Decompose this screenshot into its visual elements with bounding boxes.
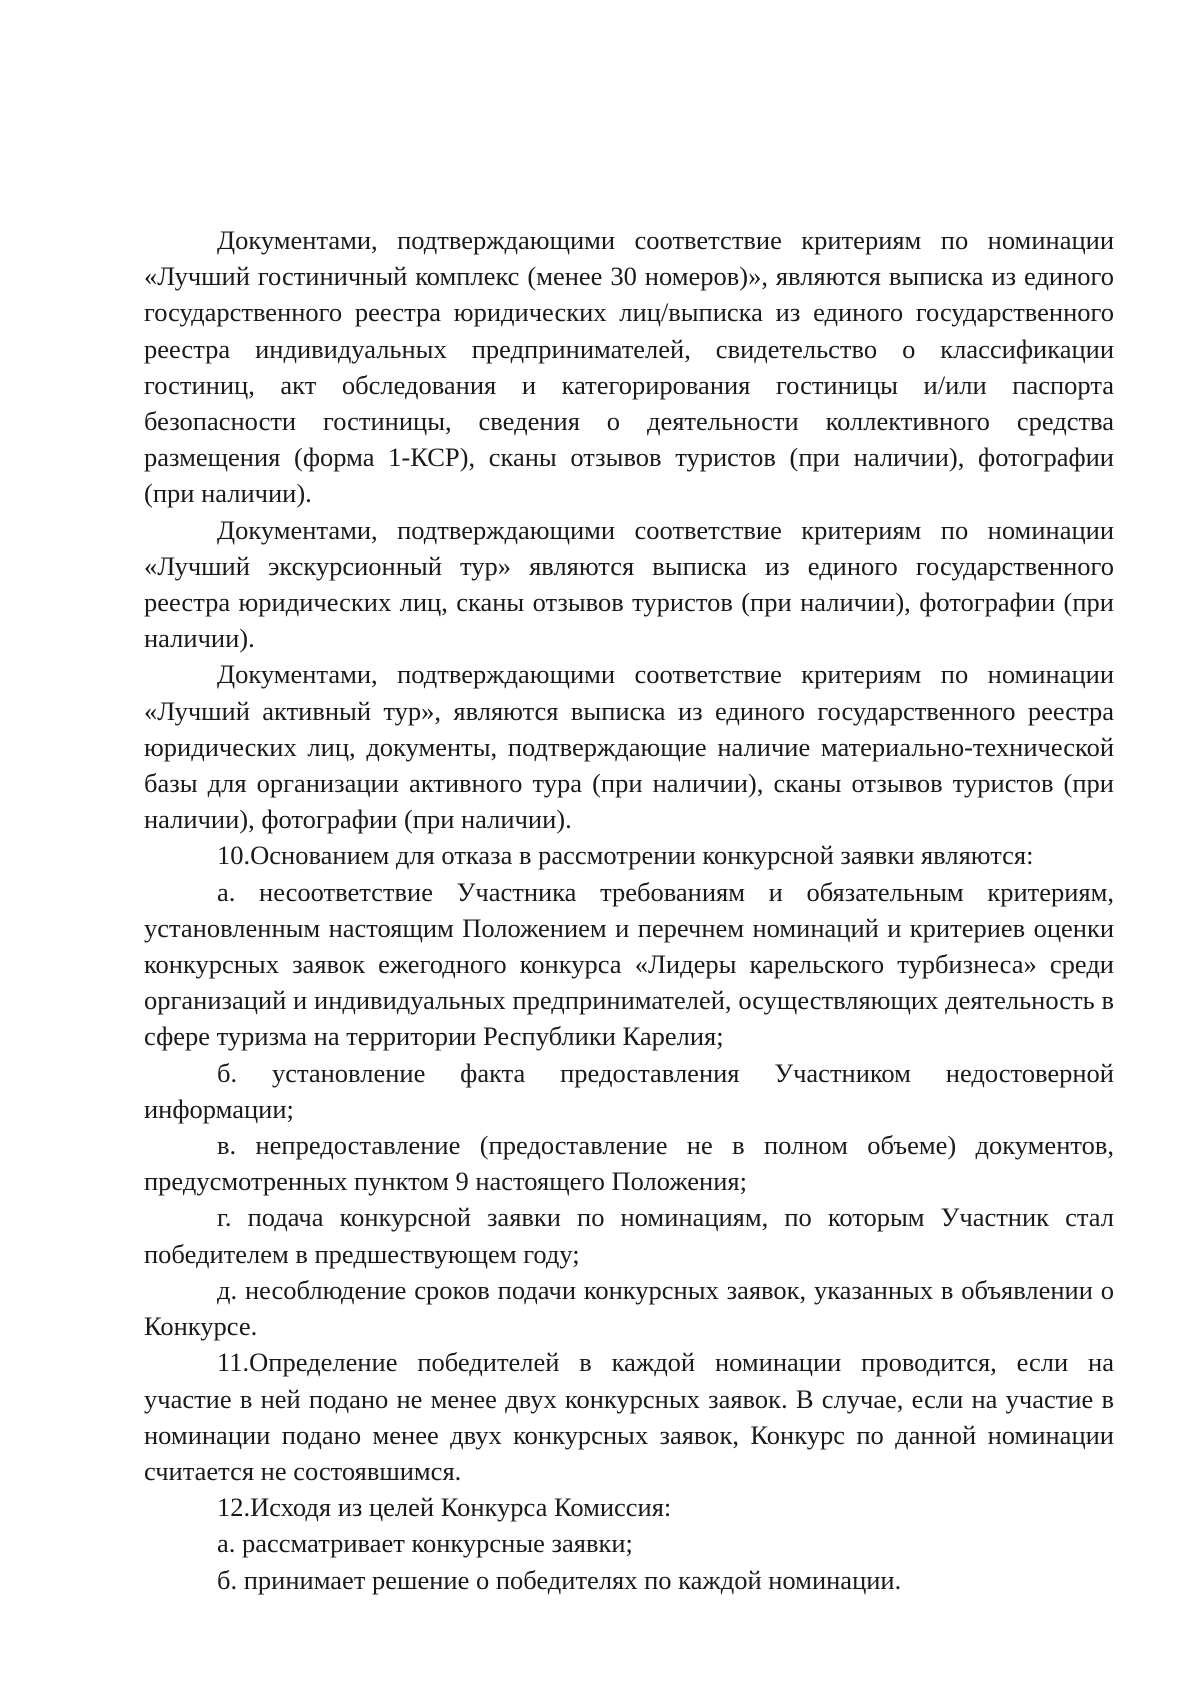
document-page xyxy=(144,222,1114,1598)
list-item-12a: а. рассматривает конкурсные заявки; xyxy=(217,1528,633,1559)
paragraph-section-12: 12.Исходя из целей Конкурса Комиссия: xyxy=(217,1492,672,1523)
paragraph-section-10: 10.Основанием для отказа в рассмотрении конкурсной заявки являются: xyxy=(217,840,1034,871)
list-item-10d: д. несоблюдение сроков подачи конкурсных заявок, указанных в объявлении о Конкурсе. xyxy=(144,1274,1114,1342)
list-item-12b: б. принимает решение о победителях по каждой номинации. xyxy=(217,1564,902,1595)
list-item-10b: б. установление факта предоставления Участником недостоверной информации; xyxy=(144,1057,1114,1124)
list-item-10g: г. подача конкурсной заявки по номинациям, по которым Участник стал победителем в предшествующем году; xyxy=(144,1202,1114,1269)
paragraph-excursion-documents: Документами, подтверждающими соответствие критериям по номинации «Лучший экскурсионный тур» являются выписка из единого государственного реестра юридических лиц, сканы отзывов туристов (при наличии), фотографии (при наличии). xyxy=(144,514,1114,654)
list-item-10a: а. несоответствие Участника требованиям и обязательным критериям, установленным настоящим Положением и перечнем номинаций и критериев оценки конкурсных заявок ежегодного конкурса «Лидеры карельского турбизнеса» среди организаций и индивидуальных предпринимателей, осуществляющих деятельность в сфере туризма на территории Республики Карелия; xyxy=(144,876,1114,1052)
paragraph-section-11: 11.Определение победителей в каждой номинации проводится, если на участие в ней подано не менее двух конкурсных заявок. В случае, если на участие в номинации подано менее двух конкурсных заявок, Конкурс по данной номинации считается не состоявшимся. xyxy=(144,1347,1114,1486)
paragraph-active-tour-documents: Документами, подтверждающими соответствие критериям по номинации «Лучший активный тур», являются выписка из единого государственного реестра юридических лиц, документы, подтверждающие наличие материально-технической базы для организации активного тура (при наличии), сканы отзывов туристов (при наличии), фотографии (при наличии). xyxy=(144,659,1114,835)
list-item-10v: в. непредоставление (предоставление не в полном объеме) документов, предусмотренных пунктом 9 настоящего Положения; xyxy=(144,1130,1114,1197)
paragraph-hotel-documents: Документами, подтверждающими соответствие критериям по номинации «Лучший гостиничный комплекс (менее 30 номеров)», являются выписка из единого государственного реестра юридических лиц/выписка из единого государственного реестра индивидуальных предпринимателей, свидетельство о классификации гостиниц, акт обследования и категорирования гостиницы и/или паспорта безопасности гостиницы, сведения о деятельности коллективного средства размещения (форма 1-КСР), сканы отзывов туристов (при наличии), фотографии (при наличии). xyxy=(144,225,1114,509)
